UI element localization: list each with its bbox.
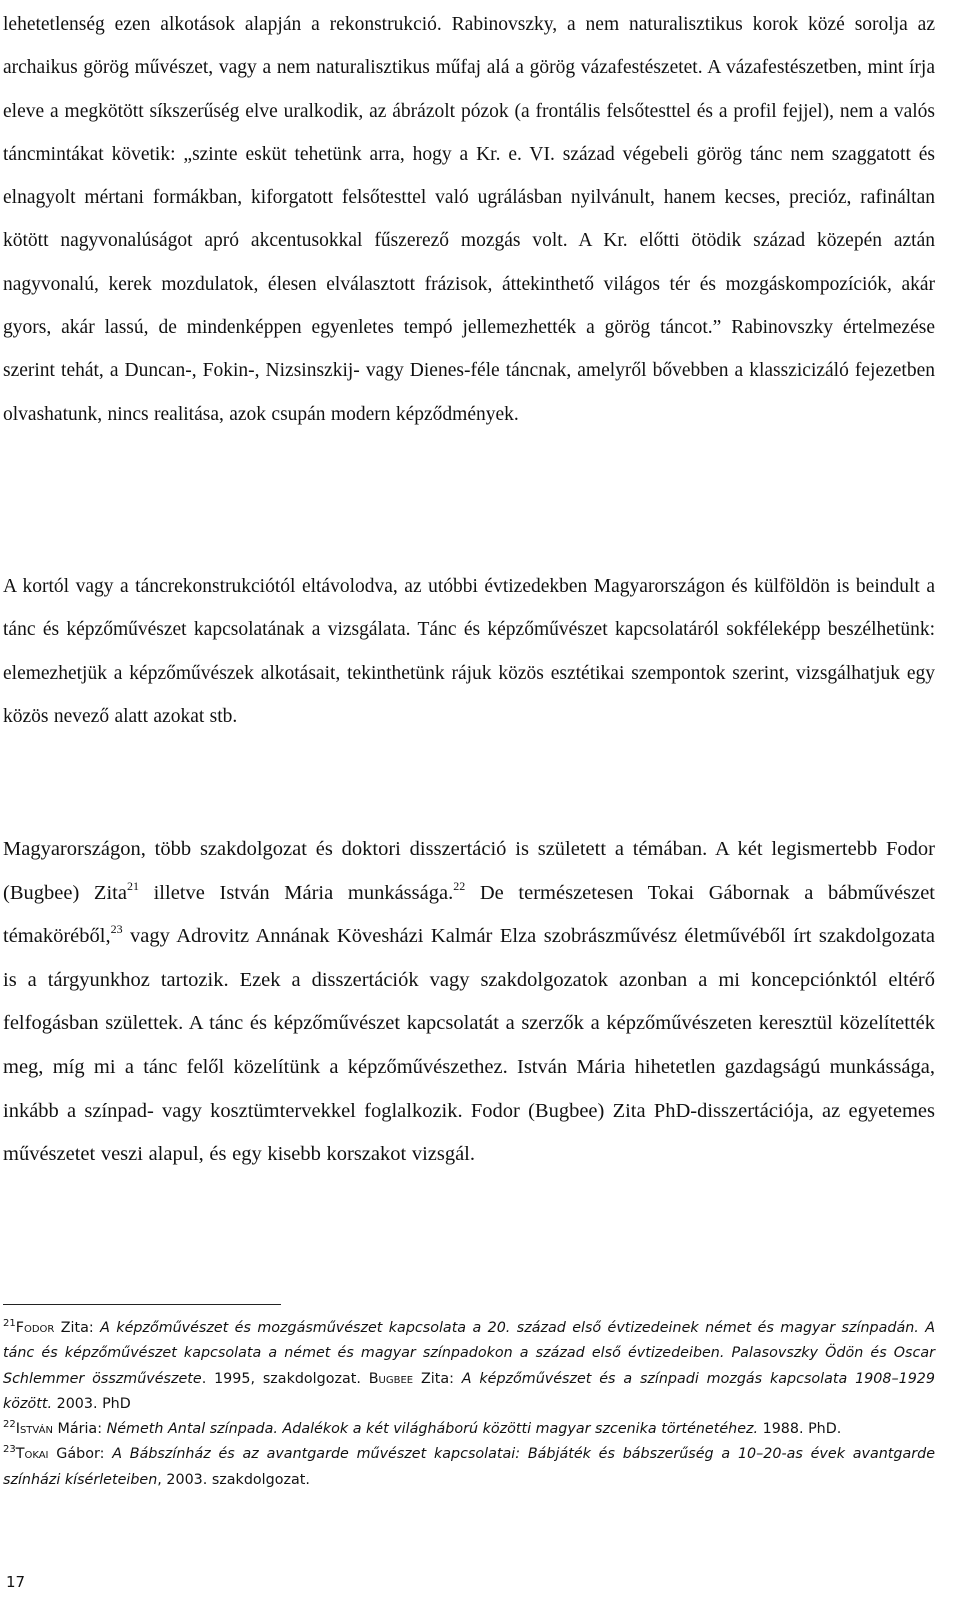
footnote-author: Fodor: [15, 1320, 55, 1336]
footnote-number: 21: [3, 1318, 16, 1329]
footnote-number: 22: [3, 1419, 16, 1431]
footnote-author-given: Zita:: [413, 1370, 462, 1387]
footnote-ref-22[interactable]: 22: [453, 878, 466, 893]
body-paragraph-2: A kortól vagy a táncrekonstrukciótól eltávolodva, az utóbbi évtizedekben Magyarországon és külföldön is beindult a tánc és képzőművészet kapcsolatának a vizsgálata. Tánc és képzőművészet kapcsolatáról sokféleképp beszélhetünk: elemezhetjük a képzőművészek alkotásait, tekinthetünk rájuk közös esztétikai szempontok szerint, vizsgálhatjuk egy közös nevező alatt azokat stb.: [3, 576, 935, 727]
footnote-22: [3, 1417, 935, 1442]
footnote-details: 2003. PhD: [52, 1395, 131, 1412]
footnote-separator: [3, 1304, 281, 1305]
footnote-title: A képzőművészet és mozgásművészet kapcsolata a 20. század első évtizedeinek német és magyar színpadán. A tánc és képzőművészet kapcsolata a német és magyar színpadokon a század első évtizedeiben. Palasovszky Ödön és Oscar Schlemmer összművészete: [3, 1320, 935, 1387]
footnote-21: [3, 1316, 935, 1417]
paragraph-3-text: vagy Adrovitz Annának Kövesházi Kalmár Elza szobrászművész életművéből írt szakdolgozata is a tárgyunkhoz tartozik. Ezek a disszertációk vagy szakdolgozatok azonban a mi koncepciónktól eltérő felfogásban születtek. A tánc és képzőművészet kapcsolatát a szerzők a képzőművészeten keresztül közelítették meg, míg mi a tánc felől közelítünk a képzőművészethez. István Mária hihetetlen gazdagságú munkássága, inkább a színpad- vagy kosztümtervekkel foglalkozik. Fodor (Bugbee) Zita PhD-disszertációja, az egyetemes művészetet veszi alapul, és egy kisebb korszakot vizsgál.: [3, 925, 935, 1166]
body-paragraph-1: lehetetlenség ezen alkotások alapján a rekonstrukció. Rabinovszky, a nem naturalisztikus korok közé sorolja az archaikus görög művészet, vagy a nem naturalisztikus műfaj alá a görög vázafestészetet. A vázafestészetben, mint írja eleve a megkötött síkszerűség elve uralkodik, az ábrázolt pózok (a frontális felsőtesttel és a profil fejjel), nem a valós táncmintákat követik: „szinte esküt tehetünk arra, hogy a Kr. e. VI. század végebeli görög tánc nem szaggatott és elnagyolt mértani formákban, kiforgatott felsőtesttel való ugrálásban nyilvánult, hanem kecses, precióz, rafináltan kötött nagyvonalúságot apró akcentusokkal fűszerező mozgás volt. A Kr. előtti ötödik század közepén aztán nagyvonalú, kerek mozdulatok, élesen elválasztott frázisok, áttekinthető világos tér és mozgáskompozíciók, akár gyors, akár lassú, de mindenképpen egyenletes tempó jellemezhették a görög táncot.” Rabinovszky értelmezése szerint tehát, a Duncan-, Fokin-, Nizsinszkij- vagy Dienes-féle táncnak, amelyről bővebben a klasszicizáló fejezetben olvashatunk, nincs realitása, azok csupán modern képződmények.: [3, 14, 935, 425]
footnote-ref-23[interactable]: 23: [110, 922, 123, 937]
footnote-23: [3, 1442, 935, 1493]
footnote-author: Bugbee: [368, 1370, 414, 1387]
footnote-ref-21[interactable]: 21: [126, 878, 139, 893]
footnote-author: István: [15, 1421, 53, 1438]
footnote-author-given: Gábor:: [48, 1446, 113, 1463]
footnote-author: Tokai: [15, 1446, 49, 1463]
paragraph-3-text: De természetesen Tokai Gábornak a bábművészet témaköréből,: [3, 881, 935, 948]
footnote-number: 23: [3, 1444, 16, 1456]
footnote-title: Németh Antal színpada. Adalékok a két világháború közötti magyar szcenika történetéhez.: [106, 1421, 759, 1438]
paragraph-3-text: illetve István Mária munkássága.: [138, 881, 454, 904]
footnote-author-given: Zita:: [54, 1320, 101, 1336]
footnote-author-given: Mária:: [52, 1421, 107, 1438]
body-paragraph-3: [3, 828, 935, 1177]
footnote-title: A képzőművészet és a színpadi mozgás kapcsolata 1908–1929 között.: [3, 1370, 935, 1412]
page-number: 17: [6, 1573, 26, 1591]
footnote-details: . 1995, szakdolgozat.: [201, 1370, 369, 1387]
paragraph-3-text: Magyarországon, több szakdolgozat és doktori disszertáció is született a témában. A két legismertebb Fodor (Bugbee) Zita: [3, 838, 935, 904]
footnotes: [3, 1316, 935, 1493]
footnote-details: , 2003. szakdolgozat.: [157, 1471, 310, 1488]
footnote-title: A Bábszínház és az avantgarde művészet kapcsolatai: Bábjáték és bábszerűség a 10–20-as évek avantgarde színházi kísérleteiben: [3, 1446, 935, 1488]
footnote-details: 1988. PhD.: [758, 1421, 842, 1438]
